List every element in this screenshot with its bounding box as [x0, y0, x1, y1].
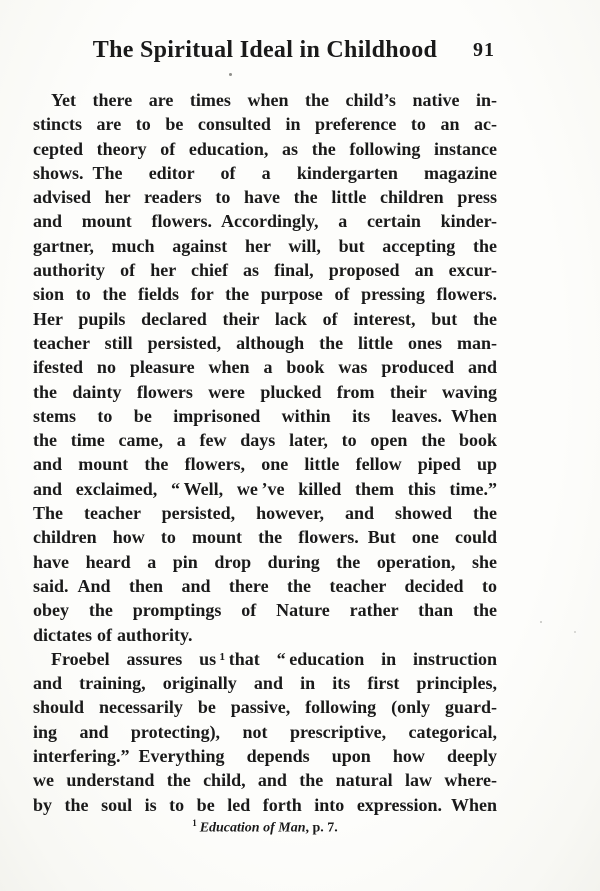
- text-line: Yet there are times when the child’s native in-: [51, 90, 497, 110]
- text-line: by the soul is to be led forth into expression. When: [33, 794, 497, 815]
- text-line: dictates of authority.: [33, 624, 193, 645]
- text-line: and training, originally and in its first principles,: [33, 673, 497, 694]
- paragraph: [33, 647, 497, 817]
- text-line: sion to the fields for the purpose of pressing flowers.: [33, 284, 497, 305]
- text-line: said. And then and there the teacher decided to: [33, 575, 497, 596]
- text-line: teacher still persisted, although the little ones man-: [33, 332, 497, 353]
- text-line: and exclaimed, “ Well, we ’ve killed them this time.”: [33, 478, 497, 499]
- text-line: we understand the child, and the natural law where-: [33, 770, 497, 791]
- footnote: [33, 813, 497, 839]
- text-line: children how to mount the flowers. But one could: [33, 527, 497, 548]
- paragraph: [33, 88, 497, 647]
- scan-speck: [574, 631, 576, 633]
- footnote-marker: 1: [192, 818, 197, 828]
- text-line: interfering.” Everything depends upon how deeply: [33, 746, 497, 767]
- scan-speck: [229, 73, 232, 76]
- page-header: [33, 34, 497, 66]
- running-head-title: The Spiritual Ideal in Childhood: [92, 37, 438, 63]
- text-line: gartner, much against her will, but accepting the: [33, 235, 497, 256]
- text-line: Froebel assures us ¹ that “ education in instruction: [51, 648, 497, 669]
- text-line: stems to be imprisoned within its leaves. When: [33, 405, 497, 426]
- text-line: have heard a pin drop during the operation, she: [33, 551, 497, 572]
- text-line: the time came, a few days later, to open the book: [33, 430, 497, 451]
- page-text: [33, 88, 497, 817]
- text-line: ing and protecting), not prescriptive, categorical,: [33, 721, 497, 742]
- text-line: should necessarily be passive, following (only guard-: [33, 697, 497, 718]
- text-line: ifested no pleasure when a book was produced and: [33, 357, 497, 378]
- text-line: advised her readers to have the little children press: [33, 187, 497, 208]
- footnote-work-title: Education of Man: [199, 820, 306, 836]
- text-line: the dainty flowers were plucked from their waving: [33, 381, 497, 402]
- text-line: authority of her chief as final, proposed an excur-: [33, 260, 497, 281]
- scan-speck: [540, 621, 542, 623]
- text-line: obey the promptings of Nature rather than the: [33, 600, 497, 621]
- text-line: and mount the flowers, one little fellow piped up: [33, 454, 497, 475]
- text-line: Her pupils declared their lack of interest, but the: [33, 308, 497, 329]
- page-number: 91: [473, 39, 495, 61]
- text-line: and mount flowers. Accordingly, a certain kinder-: [33, 211, 497, 232]
- text-line: cepted theory of education, as the following instance: [33, 138, 497, 159]
- text-line: stincts are to be consulted in preference to an ac-: [33, 114, 497, 135]
- footnote-rest: , p. 7.: [305, 820, 338, 836]
- text-line: shows. The editor of a kindergarten magazine: [33, 162, 497, 183]
- text-line: The teacher persisted, however, and showed the: [33, 503, 497, 524]
